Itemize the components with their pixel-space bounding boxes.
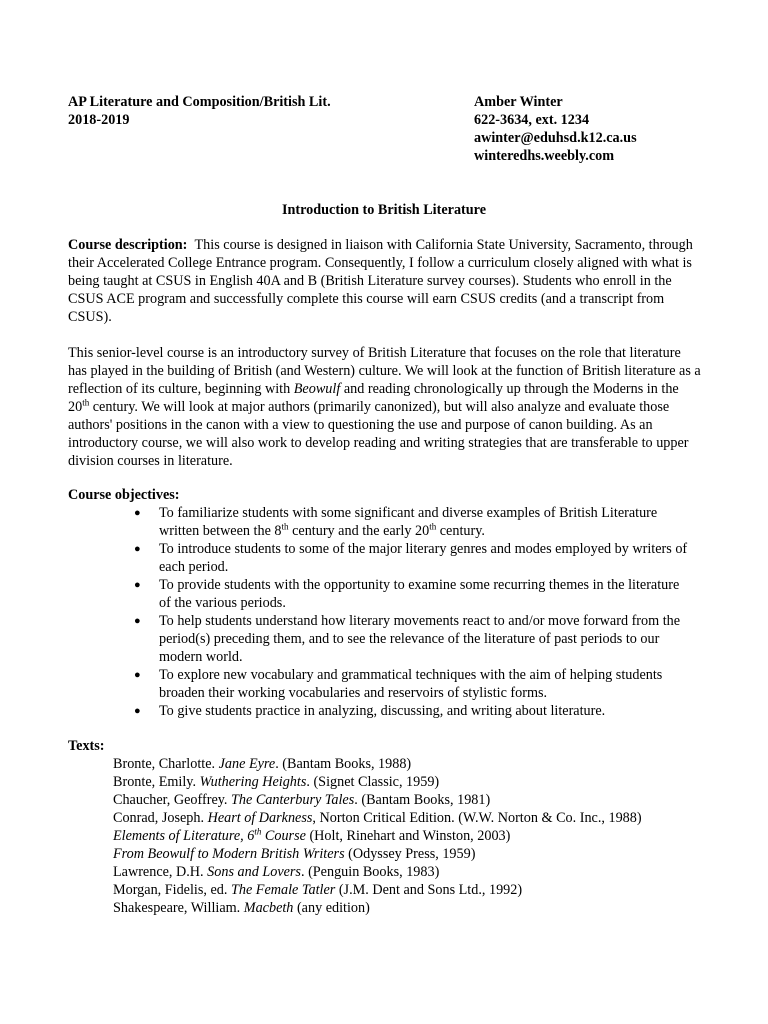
survey-superscript: th	[82, 397, 90, 408]
text-item: From Beowulf to Modern British Writers (Odyssey Press, 1959)	[113, 846, 476, 862]
objective-item: ● To explore new vocabulary and grammatical techniques with the aim of helping students broaden their working vocabularies and reservoirs of stylistic forms.	[134, 667, 663, 701]
page-title: Introduction to British Literature	[281, 202, 486, 218]
teacher-email: awinter@eduhsd.k12.ca.us	[474, 130, 637, 146]
bullet-icon: ●	[134, 543, 141, 555]
course-name: AP Literature and Composition/British Lit.	[68, 94, 331, 110]
teacher-phone: 622-3634, ext. 1234	[474, 112, 590, 128]
objectives-list	[134, 504, 694, 720]
text-item: Bronte, Emily. Wuthering Heights. (Signet Classic, 1959)	[113, 774, 440, 790]
text-item: Elements of Literature, 6th Course (Holt, Rinehart and Winston, 2003)	[113, 826, 511, 844]
texts-heading: Texts:	[68, 738, 105, 754]
beowulf-title: Beowulf	[293, 381, 341, 397]
bullet-icon: ●	[134, 705, 141, 717]
text-item: Shakespeare, William. Macbeth (any edition)	[113, 900, 370, 916]
course-description-label: Course description:	[68, 237, 188, 253]
course-description-text: This course is designed in liaison with California State University, Sacramento, through their Accelerated College Entrance program. Consequently, I follow a curriculum closely aligned with what is being taught at CSUS in English 40A and B (British Literature survey courses). Students who enroll in the CSUS ACE program and successfully complete this course will earn CSUS credits (and a transcript from CSUS).	[68, 237, 693, 325]
bullet-icon: ●	[134, 507, 141, 519]
course-header	[68, 93, 331, 129]
text-item: Chaucher, Geoffrey. The Canterbury Tales. (Bantam Books, 1981)	[113, 792, 491, 808]
teacher-contact	[474, 93, 637, 165]
objective-item: ● To introduce students to some of the major literary genres and modes employed by writers of each period.	[134, 541, 688, 575]
school-year: 2018-2019	[68, 112, 130, 128]
bullet-icon: ●	[134, 579, 141, 591]
bullet-icon: ●	[134, 669, 141, 681]
survey-text-3: century. We will look at major authors (primarily canonized), but will also analyze and evaluate those authors' positions in the canon with a view to questioning the use and purpose of canon building. As an introductory course, we will also work to develop reading and writing strategies that are transferable to upper division courses in literature.	[68, 399, 689, 469]
texts-list	[113, 755, 642, 917]
text-item: Morgan, Fidelis, ed. The Female Tatler (J.M. Dent and Sons Ltd., 1992)	[113, 882, 523, 898]
objectives-heading: Course objectives:	[68, 487, 180, 503]
bullet-icon: ●	[134, 615, 141, 627]
objective-item: ● To give students practice in analyzing, discussing, and writing about literature.	[134, 703, 606, 719]
objective-item: ● To provide students with the opportunity to examine some recurring themes in the literature of the various periods.	[134, 577, 680, 611]
objective-item: ● To familiarize students with some significant and diverse examples of British Literature written between the 8th century and the early 20th century.	[134, 505, 658, 539]
teacher-name: Amber Winter	[474, 94, 563, 110]
survey-text-1: This senior-level course is an introductory survey of British Literature that focuses on the role that literature has played in the building of British (and Western) culture. We will look at the function of British literature as a reflection of its culture, beginning with	[68, 345, 701, 397]
course-description	[68, 236, 702, 326]
objective-item: ● To help students understand how literary movements react to and/or move forward from the period(s) preceding them, and to see the relevance of the literature of past periods to our modern world.	[134, 613, 681, 665]
survey-paragraph	[68, 344, 702, 470]
text-item: Conrad, Joseph. Heart of Darkness, Norton Critical Edition. (W.W. Norton & Co. Inc., 1988)	[113, 810, 642, 826]
text-item: Lawrence, D.H. Sons and Lovers. (Penguin Books, 1983)	[113, 864, 440, 880]
text-item: Bronte, Charlotte. Jane Eyre. (Bantam Books, 1988)	[113, 756, 412, 772]
survey-text-2: and reading chronologically up through the Moderns in the 20	[68, 381, 679, 415]
teacher-website: winteredhs.weebly.com	[474, 148, 615, 164]
